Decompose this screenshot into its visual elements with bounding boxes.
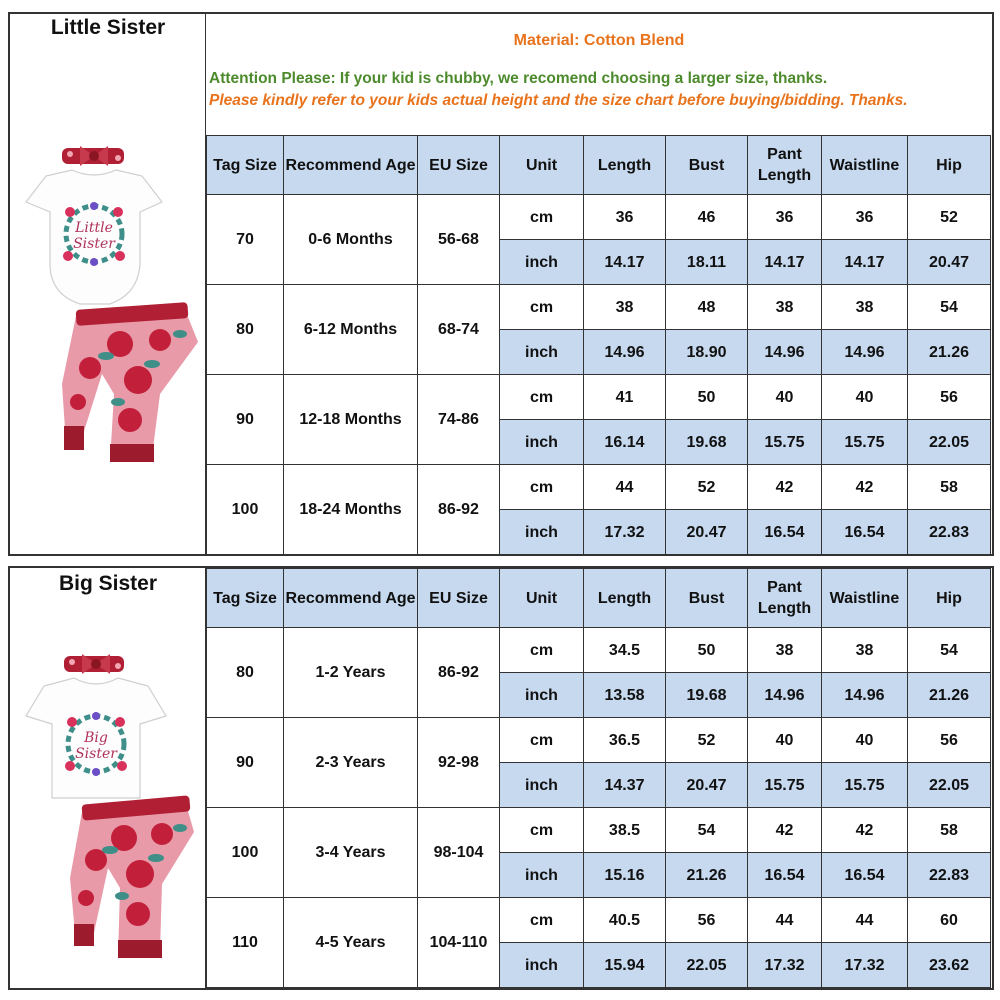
bust-cell: 52 <box>666 465 748 510</box>
length-cell: 38 <box>584 285 666 330</box>
little-sister-panel <box>10 14 206 554</box>
header-length: Length <box>584 569 666 628</box>
table-row <box>207 465 991 510</box>
length-cell: 36.5 <box>584 718 666 763</box>
length-cell: 34.5 <box>584 628 666 673</box>
table-row <box>207 195 991 240</box>
bust-cell: 48 <box>666 285 748 330</box>
attention-note: Attention Please: If your kid is chubby, we recomend choosing a larger size, thanks. <box>209 70 828 87</box>
pant-length-cell: 40 <box>748 718 822 763</box>
pant-length-cell: 15.75 <box>748 420 822 465</box>
little-sister-size-table <box>206 135 991 555</box>
tag-size-cell: 90 <box>207 375 284 465</box>
hip-cell: 54 <box>908 285 991 330</box>
waistline-cell: 17.32 <box>822 943 908 988</box>
bust-cell: 19.68 <box>666 420 748 465</box>
unit-cell: cm <box>500 195 584 240</box>
length-cell: 41 <box>584 375 666 420</box>
age-cell: 18-24 Months <box>284 465 418 555</box>
header-unit: Unit <box>500 569 584 628</box>
table-row <box>207 375 991 420</box>
pant-length-cell: 15.75 <box>748 763 822 808</box>
pant-length-cell: 14.17 <box>748 240 822 285</box>
unit-cell: cm <box>500 628 584 673</box>
hip-cell: 20.47 <box>908 240 991 285</box>
waistline-cell: 40 <box>822 375 908 420</box>
waistline-cell: 40 <box>822 718 908 763</box>
eu-size-cell: 92-98 <box>418 718 500 808</box>
floral-pants-icon <box>70 795 194 958</box>
unit-cell: inch <box>500 510 584 555</box>
header-recommend-age: Recommend Age <box>284 569 418 628</box>
pant-length-cell: 14.96 <box>748 330 822 375</box>
tag-size-cell: 110 <box>207 898 284 988</box>
pant-length-cell: 42 <box>748 465 822 510</box>
bust-cell: 21.26 <box>666 853 748 898</box>
unit-cell: inch <box>500 853 584 898</box>
pant-length-cell: 42 <box>748 808 822 853</box>
pant-length-cell: 17.32 <box>748 943 822 988</box>
hip-cell: 23.62 <box>908 943 991 988</box>
waistline-cell: 38 <box>822 285 908 330</box>
pant-length-cell: 38 <box>748 285 822 330</box>
waistline-cell: 42 <box>822 465 908 510</box>
header-pant-length: Pant Length <box>748 136 822 195</box>
unit-cell: inch <box>500 763 584 808</box>
hip-cell: 60 <box>908 898 991 943</box>
unit-cell: cm <box>500 808 584 853</box>
waistline-cell: 42 <box>822 808 908 853</box>
table-row <box>207 718 991 763</box>
table-row <box>207 808 991 853</box>
hip-cell: 54 <box>908 628 991 673</box>
age-cell: 3-4 Years <box>284 808 418 898</box>
tag-size-cell: 80 <box>207 628 284 718</box>
waistline-cell: 14.96 <box>822 673 908 718</box>
hip-cell: 21.26 <box>908 330 991 375</box>
waistline-cell: 38 <box>822 628 908 673</box>
bust-cell: 22.05 <box>666 943 748 988</box>
pant-length-cell: 38 <box>748 628 822 673</box>
bust-cell: 52 <box>666 718 748 763</box>
big-sister-panel <box>10 568 206 988</box>
tag-size-cell: 90 <box>207 718 284 808</box>
hip-cell: 56 <box>908 375 991 420</box>
big-sister-title: Big Sister <box>58 572 158 595</box>
length-cell: 17.32 <box>584 510 666 555</box>
bust-cell: 18.90 <box>666 330 748 375</box>
length-cell: 16.14 <box>584 420 666 465</box>
waistline-cell: 14.96 <box>822 330 908 375</box>
waistline-cell: 14.17 <box>822 240 908 285</box>
bust-cell: 19.68 <box>666 673 748 718</box>
unit-cell: inch <box>500 943 584 988</box>
waistline-cell: 15.75 <box>822 420 908 465</box>
headband-icon <box>62 146 124 166</box>
floral-pants-icon <box>62 302 198 462</box>
hip-cell: 21.26 <box>908 673 991 718</box>
header-tag-size: Tag Size <box>207 569 284 628</box>
unit-cell: inch <box>500 420 584 465</box>
header-bust: Bust <box>666 136 748 195</box>
bust-cell: 56 <box>666 898 748 943</box>
table-row <box>207 285 991 330</box>
hip-cell: 58 <box>908 465 991 510</box>
age-cell: 12-18 Months <box>284 375 418 465</box>
bust-cell: 46 <box>666 195 748 240</box>
refer-note: Please kindly refer to your kids actual height and the size chart before buying/bidding. Thanks. <box>209 92 908 109</box>
material-note: Material: Cotton Blend <box>513 32 685 49</box>
waistline-cell: 36 <box>822 195 908 240</box>
waistline-cell: 16.54 <box>822 853 908 898</box>
pant-length-cell: 16.54 <box>748 510 822 555</box>
unit-cell: inch <box>500 330 584 375</box>
tag-size-cell: 100 <box>207 808 284 898</box>
length-cell: 44 <box>584 465 666 510</box>
tag-size-cell: 70 <box>207 195 284 285</box>
big-sister-section <box>8 566 994 990</box>
hip-cell: 52 <box>908 195 991 240</box>
header-length: Length <box>584 136 666 195</box>
eu-size-cell: 86-92 <box>418 628 500 718</box>
age-cell: 6-12 Months <box>284 285 418 375</box>
header-waistline: Waistline <box>822 569 908 628</box>
table-header-row <box>207 136 991 195</box>
shirt-text-line2: Sister <box>73 236 115 252</box>
eu-size-cell: 98-104 <box>418 808 500 898</box>
header-eu-size: EU Size <box>418 136 500 195</box>
header-hip: Hip <box>908 136 991 195</box>
hip-cell: 56 <box>908 718 991 763</box>
pant-length-cell: 16.54 <box>748 853 822 898</box>
header-waistline: Waistline <box>822 136 908 195</box>
unit-cell: inch <box>500 673 584 718</box>
header-eu-size: EU Size <box>418 569 500 628</box>
pant-length-cell: 40 <box>748 375 822 420</box>
length-cell: 13.58 <box>584 673 666 718</box>
table-row <box>207 898 991 943</box>
header-unit: Unit <box>500 136 584 195</box>
shirt-text-line2: Sister <box>75 746 117 762</box>
waistline-cell: 44 <box>822 898 908 943</box>
hip-cell: 22.05 <box>908 420 991 465</box>
length-cell: 36 <box>584 195 666 240</box>
age-cell: 0-6 Months <box>284 195 418 285</box>
big-sister-size-table <box>206 568 991 988</box>
shirt-text-line1: Big <box>84 730 108 746</box>
bust-cell: 54 <box>666 808 748 853</box>
length-cell: 40.5 <box>584 898 666 943</box>
notes-panel <box>206 14 992 135</box>
header-hip: Hip <box>908 569 991 628</box>
length-cell: 14.96 <box>584 330 666 375</box>
age-cell: 4-5 Years <box>284 898 418 988</box>
headband-icon <box>64 654 124 674</box>
bust-cell: 50 <box>666 628 748 673</box>
header-pant-length: Pant Length <box>748 569 822 628</box>
tag-size-cell: 80 <box>207 285 284 375</box>
pant-length-cell: 44 <box>748 898 822 943</box>
eu-size-cell: 74-86 <box>418 375 500 465</box>
table-header-row <box>207 569 991 628</box>
table-row <box>207 628 991 673</box>
waistline-cell: 15.75 <box>822 763 908 808</box>
eu-size-cell: 56-68 <box>418 195 500 285</box>
waistline-cell: 16.54 <box>822 510 908 555</box>
bust-cell: 20.47 <box>666 510 748 555</box>
length-cell: 15.16 <box>584 853 666 898</box>
eu-size-cell: 68-74 <box>418 285 500 375</box>
age-cell: 2-3 Years <box>284 718 418 808</box>
length-cell: 14.17 <box>584 240 666 285</box>
eu-size-cell: 104-110 <box>418 898 500 988</box>
unit-cell: cm <box>500 718 584 763</box>
tag-size-cell: 100 <box>207 465 284 555</box>
hip-cell: 22.05 <box>908 763 991 808</box>
shirt-text-line1: Little <box>75 220 113 236</box>
little-sister-outfit-image <box>10 144 206 474</box>
unit-cell: inch <box>500 240 584 285</box>
length-cell: 15.94 <box>584 943 666 988</box>
hip-cell: 22.83 <box>908 853 991 898</box>
little-sister-section <box>8 12 994 556</box>
eu-size-cell: 86-92 <box>418 465 500 555</box>
pant-length-cell: 14.96 <box>748 673 822 718</box>
unit-cell: cm <box>500 285 584 330</box>
header-recommend-age: Recommend Age <box>284 136 418 195</box>
unit-cell: cm <box>500 375 584 420</box>
header-tag-size: Tag Size <box>207 136 284 195</box>
bust-cell: 20.47 <box>666 763 748 808</box>
big-sister-outfit-image <box>10 652 206 982</box>
age-cell: 1-2 Years <box>284 628 418 718</box>
length-cell: 14.37 <box>584 763 666 808</box>
pant-length-cell: 36 <box>748 195 822 240</box>
unit-cell: cm <box>500 898 584 943</box>
length-cell: 38.5 <box>584 808 666 853</box>
bust-cell: 18.11 <box>666 240 748 285</box>
header-bust: Bust <box>666 569 748 628</box>
unit-cell: cm <box>500 465 584 510</box>
hip-cell: 58 <box>908 808 991 853</box>
little-sister-title: Little Sister <box>50 16 166 39</box>
hip-cell: 22.83 <box>908 510 991 555</box>
bust-cell: 50 <box>666 375 748 420</box>
